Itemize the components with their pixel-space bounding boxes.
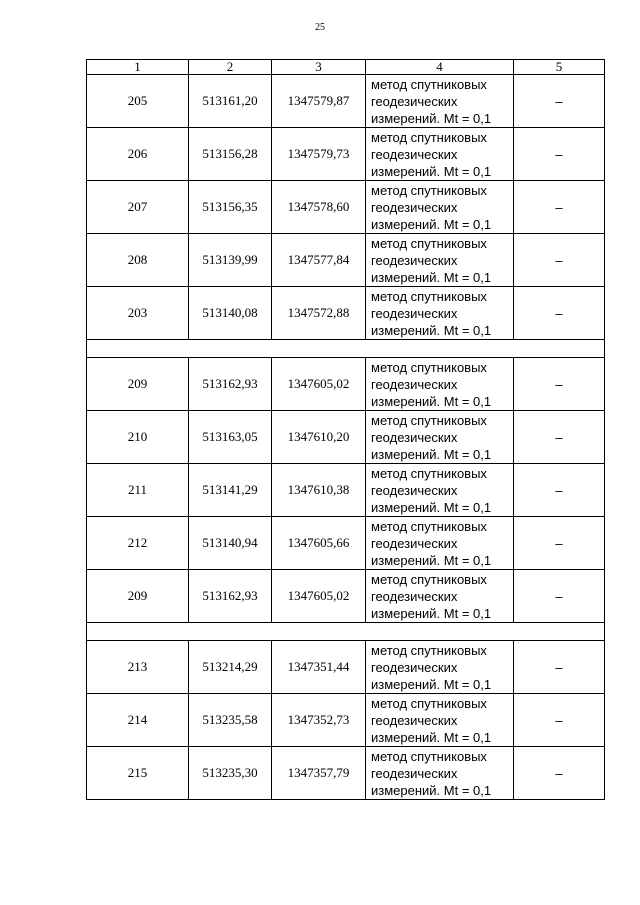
method-text-line: геодезических [371,146,458,162]
table-row [87,358,605,411]
method-cell [366,358,514,411]
point-number-cell: 208 [87,234,189,287]
method-cell [366,464,514,517]
method-text-line: метод спутниковых [371,748,487,764]
y-coordinate-cell: 1347610,38 [272,464,366,517]
method-text-line: измерений. Mt = 0,1 [371,110,492,126]
method-cell [366,287,514,340]
x-coordinate-cell: 513162,93 [189,570,272,623]
table-row [87,287,605,340]
method-text-line: геодезических [371,765,458,781]
method-text-line: измерений. Mt = 0,1 [371,163,492,179]
y-coordinate-cell: 1347610,20 [272,411,366,464]
note-cell: – [514,747,605,800]
method-cell [366,747,514,800]
header-col-3: 3 [272,60,366,75]
y-coordinate-cell: 1347352,73 [272,694,366,747]
table-row [87,181,605,234]
page-number: 25 [315,22,325,33]
x-coordinate-cell: 513214,29 [189,641,272,694]
method-text-line: метод спутниковых [371,129,487,145]
method-cell [366,128,514,181]
section-separator-row [87,623,605,641]
note-cell: – [514,234,605,287]
method-text-line: геодезических [371,429,458,445]
note-cell: – [514,570,605,623]
y-coordinate-cell: 1347357,79 [272,747,366,800]
point-number-cell: 205 [87,75,189,128]
table-row [87,128,605,181]
method-cell [366,517,514,570]
x-coordinate-cell: 513140,94 [189,517,272,570]
method-text-line: метод спутниковых [371,288,487,304]
method-text-line: измерений. Mt = 0,1 [371,499,492,515]
x-coordinate-cell: 513162,93 [189,358,272,411]
note-cell: – [514,128,605,181]
note-cell: – [514,181,605,234]
method-text-line: геодезических [371,712,458,728]
method-text-line: измерений. Mt = 0,1 [371,322,492,338]
method-cell [366,570,514,623]
point-number-cell: 213 [87,641,189,694]
method-text-line: метод спутниковых [371,359,487,375]
point-number-cell: 206 [87,128,189,181]
method-text-line: измерений. Mt = 0,1 [371,605,492,621]
point-number-cell: 209 [87,358,189,411]
note-cell: – [514,287,605,340]
method-text-line: метод спутниковых [371,465,487,481]
x-coordinate-cell: 513235,58 [189,694,272,747]
table-row [87,694,605,747]
method-text-line: геодезических [371,305,458,321]
method-text-line: геодезических [371,252,458,268]
method-cell [366,234,514,287]
table-row [87,641,605,694]
x-coordinate-cell: 513156,35 [189,181,272,234]
method-text-line: геодезических [371,482,458,498]
y-coordinate-cell: 1347605,02 [272,570,366,623]
method-text-line: измерений. Mt = 0,1 [371,216,492,232]
section-separator-row [87,340,605,358]
y-coordinate-cell: 1347579,73 [272,128,366,181]
method-text-line: метод спутниковых [371,235,487,251]
method-text-line: измерений. Mt = 0,1 [371,552,492,568]
point-number-cell: 203 [87,287,189,340]
point-number-cell: 212 [87,517,189,570]
note-cell: – [514,75,605,128]
method-text-line: геодезических [371,535,458,551]
method-text-line: геодезических [371,588,458,604]
method-text-line: геодезических [371,376,458,392]
y-coordinate-cell: 1347351,44 [272,641,366,694]
header-col-5: 5 [514,60,605,75]
note-cell: – [514,411,605,464]
method-text-line: геодезических [371,659,458,675]
method-text-line: измерений. Mt = 0,1 [371,676,492,692]
separator-cell [87,340,605,358]
table-row [87,747,605,800]
method-text-line: метод спутниковых [371,695,487,711]
table-row [87,517,605,570]
table-row [87,234,605,287]
method-text-line: измерений. Mt = 0,1 [371,782,492,798]
y-coordinate-cell: 1347579,87 [272,75,366,128]
point-number-cell: 215 [87,747,189,800]
note-cell: – [514,464,605,517]
method-cell [366,641,514,694]
point-number-cell: 211 [87,464,189,517]
table-row [87,464,605,517]
method-text-line: измерений. Mt = 0,1 [371,393,492,409]
header-col-4: 4 [366,60,514,75]
x-coordinate-cell: 513163,05 [189,411,272,464]
method-text-line: измерений. Mt = 0,1 [371,446,492,462]
note-cell: – [514,358,605,411]
method-text-line: геодезических [371,93,458,109]
method-text-line: измерений. Mt = 0,1 [371,729,492,745]
point-number-cell: 210 [87,411,189,464]
note-cell: – [514,694,605,747]
x-coordinate-cell: 513141,29 [189,464,272,517]
separator-cell [87,623,605,641]
point-number-cell: 209 [87,570,189,623]
note-cell: – [514,641,605,694]
method-cell [366,411,514,464]
method-text-line: метод спутниковых [371,76,487,92]
x-coordinate-cell: 513140,08 [189,287,272,340]
method-text-line: измерений. Mt = 0,1 [371,269,492,285]
y-coordinate-cell: 1347578,60 [272,181,366,234]
x-coordinate-cell: 513235,30 [189,747,272,800]
method-cell [366,75,514,128]
method-text-line: метод спутниковых [371,518,487,534]
method-cell [366,181,514,234]
table-row [87,411,605,464]
coordinates-table [86,59,605,800]
method-text-line: метод спутниковых [371,642,487,658]
x-coordinate-cell: 513156,28 [189,128,272,181]
table-row [87,570,605,623]
header-col-2: 2 [189,60,272,75]
method-text-line: метод спутниковых [371,182,487,198]
y-coordinate-cell: 1347605,02 [272,358,366,411]
note-cell: – [514,517,605,570]
y-coordinate-cell: 1347572,88 [272,287,366,340]
method-cell [366,694,514,747]
method-text-line: метод спутниковых [371,412,487,428]
table-body [87,60,605,800]
method-text-line: метод спутниковых [371,571,487,587]
x-coordinate-cell: 513139,99 [189,234,272,287]
table-row [87,75,605,128]
header-col-1: 1 [87,60,189,75]
point-number-cell: 214 [87,694,189,747]
table-header-row [87,60,605,75]
y-coordinate-cell: 1347577,84 [272,234,366,287]
y-coordinate-cell: 1347605,66 [272,517,366,570]
point-number-cell: 207 [87,181,189,234]
method-text-line: геодезических [371,199,458,215]
x-coordinate-cell: 513161,20 [189,75,272,128]
